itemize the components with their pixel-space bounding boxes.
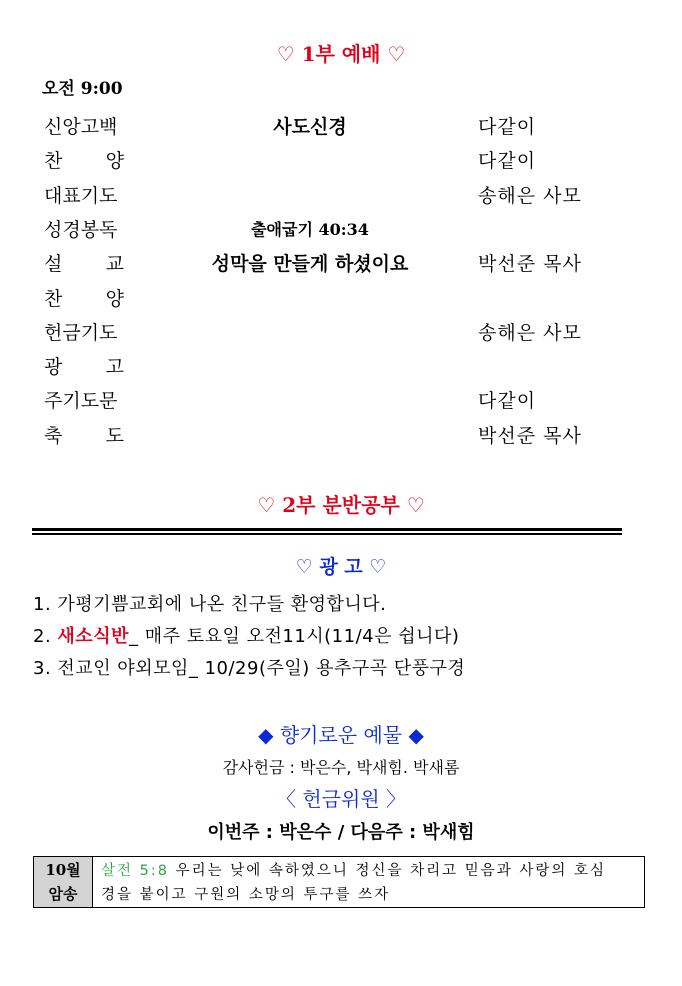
order-item-leader: 송해은 사모 <box>478 184 582 207</box>
memory-verse-text <box>93 857 644 907</box>
verse-line: 경을 붙이고 구원의 소망의 투구를 쓰자 <box>101 887 391 903</box>
order-item-label-char: 광 <box>44 356 63 379</box>
offering-title: ◆ 향기로운 예물 ◆ <box>258 723 424 747</box>
committee-title: 〈 헌금위원 〉 <box>276 787 406 811</box>
verse-month: 10월 <box>45 861 81 879</box>
order-item-label <box>44 146 124 173</box>
order-item-leader: 박선준 목사 <box>478 253 582 276</box>
order-item-label: 주기도문 <box>44 390 118 413</box>
order-item-label-char: 찬 <box>44 287 63 310</box>
order-row <box>0 146 682 180</box>
order-item-leader: 다같이 <box>478 390 537 413</box>
order-item-label: 성경봉독 <box>44 218 118 241</box>
order-item-label-char: 도 <box>105 424 124 447</box>
order-item-leader: 박선준 목사 <box>478 424 582 447</box>
order-item-label-char: 설 <box>44 253 63 276</box>
order-row <box>0 215 682 249</box>
thanks-offering: 감사헌금 : 박은수, 박새힘. 박새롬 <box>222 758 460 777</box>
order-item-label <box>44 284 124 311</box>
order-row <box>0 181 682 215</box>
announcement-text: 가평기쁨교회에 나온 친구들 환영합니다. <box>57 594 387 615</box>
order-row <box>0 352 682 386</box>
verse-reference: 살전 5:8 <box>101 863 169 879</box>
part1-title: ♡ 1부 예배 ♡ <box>276 42 406 66</box>
announcement-number: 2. <box>33 626 52 647</box>
announcement-highlight: 새소식반 <box>57 626 129 647</box>
section-divider <box>32 528 622 535</box>
announcement-number: 3. <box>33 658 52 679</box>
memory-verse-box <box>33 856 645 908</box>
part2-title: ♡ 2부 분반공부 ♡ <box>257 493 425 517</box>
memory-verse-label <box>34 857 93 907</box>
verse-kind: 암송 <box>48 885 78 903</box>
order-item-leader: 다같이 <box>478 116 537 138</box>
announcement-text: _ 매주 토요일 오전11시(11/4은 쉽니다) <box>128 626 460 647</box>
order-row <box>0 386 682 420</box>
order-item-label: 신앙고백 <box>44 116 118 138</box>
announcement-item <box>33 590 386 616</box>
announcement-item <box>33 654 465 680</box>
order-item-leader: 다같이 <box>478 150 537 173</box>
order-item-label: 대표기도 <box>44 184 118 207</box>
announcement-number: 1. <box>33 594 52 615</box>
order-row <box>0 318 682 352</box>
order-item-leader: 송해은 사모 <box>478 321 582 344</box>
order-item-label-char: 교 <box>105 253 124 276</box>
announcements-title: ♡ 광 고 ♡ <box>295 556 387 578</box>
order-item-label-char: 축 <box>44 424 63 447</box>
order-item-content: 성막을 만들게 하셨이요 <box>211 253 409 276</box>
order-item-label: 헌금기도 <box>44 321 118 344</box>
order-row <box>0 421 682 455</box>
committee-members: 이번주 : 박은수 / 다음주 : 박새힘 <box>207 822 475 843</box>
verse-line: 우리는 낮에 속하였으니 정신을 차리고 믿음과 사랑의 호심 <box>168 863 607 879</box>
announcement-text: 전교인 야외모임_ 10/29(주일) 용추구곡 단풍구경 <box>57 658 466 679</box>
announcement-item <box>33 622 459 648</box>
order-row <box>0 112 682 146</box>
order-item-label-char: 양 <box>105 150 124 173</box>
order-row <box>0 284 682 318</box>
order-item-label <box>44 249 124 276</box>
order-item-label <box>44 352 124 379</box>
order-item-label-char: 고 <box>105 356 124 379</box>
order-row <box>0 249 682 283</box>
order-item-label <box>44 421 124 448</box>
order-item-content: 출애굽기 40:34 <box>251 219 369 239</box>
order-item-label-char: 찬 <box>44 150 63 173</box>
service-time: 오전 9:00 <box>42 79 123 99</box>
order-item-label-char: 양 <box>105 287 124 310</box>
order-item-content: 사도신경 <box>273 116 347 138</box>
